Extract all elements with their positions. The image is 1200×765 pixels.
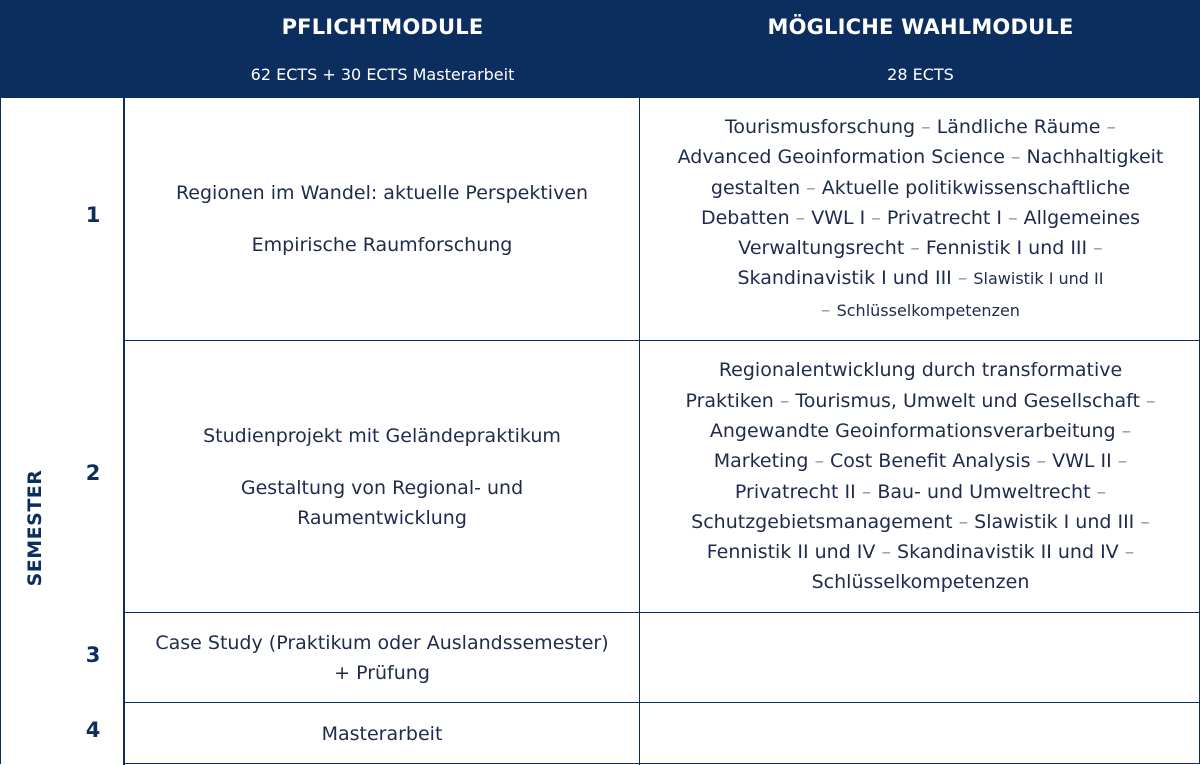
- wahl-module: Angewandte Geoinformationsverarbeitung: [709, 419, 1116, 442]
- pflicht-header: [125, 1, 640, 98]
- wahl-line: [710, 416, 1131, 446]
- wahl-line: [711, 173, 1130, 203]
- wahl-cell-3: [640, 613, 1200, 703]
- separator-dash: –: [789, 206, 812, 229]
- semester-number-4: 4: [85, 718, 101, 742]
- wahl-module: Schutzgebietsmanagement: [691, 510, 953, 533]
- pflicht-cell-2: [125, 341, 640, 613]
- wahl-module: VWL I: [811, 206, 866, 229]
- separator-dash: –: [1002, 206, 1024, 229]
- separator-dash: –: [1100, 115, 1117, 138]
- wahl-module: Bau- und Umweltrecht: [877, 480, 1091, 503]
- wahl-ects: 28 ECTS: [887, 65, 954, 84]
- wahl-line: [691, 507, 1150, 537]
- wahl-line: [725, 112, 1116, 142]
- separator-dash: –: [808, 450, 831, 473]
- separator-dash: –: [875, 541, 898, 564]
- wahl-module: Nachhaltigkeit: [1026, 146, 1164, 169]
- separator-dash: –: [915, 115, 937, 138]
- wahl-module: Praktiken: [685, 389, 774, 412]
- wahl-module: Aktuelle politikwissenschaftliche: [821, 176, 1131, 199]
- wahl-module: Tourismus, Umwelt und Gesellschaft: [795, 389, 1140, 412]
- pflicht-module: Case Study (Praktikum oder Auslandssemester): [155, 631, 609, 654]
- wahl-module: Marketing: [713, 450, 809, 473]
- separator-dash: –: [865, 206, 887, 229]
- wahl-module: Skandinavistik I und III: [737, 267, 952, 290]
- wahl-module: Cost Benefit Analysis: [830, 450, 1031, 473]
- wahl-module: Regionalentwicklung durch transformative: [718, 359, 1123, 382]
- separator-dash: –: [951, 267, 974, 290]
- wahl-line: [821, 295, 1020, 326]
- wahl-title: MÖGLICHE WAHLMODULE: [767, 15, 1074, 39]
- separator-dash: –: [1087, 237, 1103, 260]
- wahl-line: [685, 386, 1155, 416]
- wahl-module: Slawistik I und III: [974, 510, 1135, 533]
- wahl-module: Fennistik II und IV: [706, 541, 876, 564]
- semester-number-3: 3: [85, 643, 101, 667]
- wahl-module: Schlüsselkompetenzen: [811, 571, 1030, 594]
- pflicht-cell-4: [125, 703, 640, 765]
- wahl-module: Fennistik I und III: [925, 237, 1088, 260]
- pflicht-module: + Prüfung: [334, 661, 430, 684]
- separator-dash: –: [952, 510, 975, 533]
- separator-dash: –: [1004, 146, 1027, 169]
- wahl-line: [735, 477, 1106, 507]
- wahl-cell-2: [640, 341, 1200, 613]
- wahl-line: [812, 567, 1030, 597]
- wahl-module: Ländliche Räume: [936, 115, 1101, 138]
- wahl-module: Advanced Geoinformation Science: [677, 146, 1005, 169]
- wahl-module: Tourismusforschung: [724, 115, 916, 138]
- wahl-line: [719, 355, 1122, 385]
- separator-dash: –: [1134, 510, 1150, 533]
- semester-number-2: 2: [85, 461, 101, 485]
- pflicht-cell-3: [125, 613, 640, 703]
- pflicht-module: Gestaltung von Regional- und: [240, 476, 524, 499]
- pflicht-module: Masterarbeit: [321, 723, 443, 745]
- pflicht-module: Raumentwicklung: [297, 506, 467, 529]
- semester-column: [1, 98, 125, 765]
- semester-number-1: 1: [85, 203, 101, 227]
- pflicht-ects: 62 ECTS + 30 ECTS Masterarbeit: [250, 65, 515, 84]
- wahl-module: Skandinavistik II und IV: [897, 541, 1119, 564]
- wahl-cell-1: [640, 98, 1200, 341]
- header-corner: [1, 1, 125, 98]
- wahl-cell-4: [640, 703, 1200, 765]
- wahl-module: Slawistik I und II: [973, 269, 1104, 289]
- separator-dash: –: [904, 237, 926, 260]
- wahl-line: [701, 203, 1140, 233]
- separator-dash: –: [773, 389, 796, 412]
- wahl-module: Privatrecht II: [734, 480, 856, 503]
- wahl-header: [640, 1, 1200, 98]
- separator-dash: –: [1090, 480, 1107, 503]
- pflicht-module: Regionen im Wandel: aktuelle Perspektiven: [175, 182, 589, 204]
- pflicht-module: Empirische Raumforschung: [251, 234, 513, 256]
- wahl-line: [707, 537, 1134, 567]
- pflicht-module: Studienprojekt mit Geländepraktikum: [203, 424, 561, 447]
- wahl-module: Verwaltungsrecht: [738, 237, 905, 260]
- pflicht-title: PFLICHTMODULE: [281, 15, 484, 39]
- wahl-module: Schlüsselkompetenzen: [836, 300, 1020, 320]
- separator-dash: –: [1139, 389, 1156, 412]
- semester-label: SEMESTER: [24, 469, 46, 587]
- wahl-line: [738, 233, 1102, 263]
- wahl-module: Privatrecht I: [886, 206, 1003, 229]
- separator-dash: –: [821, 298, 837, 321]
- wahl-module: gestalten: [710, 176, 801, 199]
- separator-dash: –: [800, 176, 822, 199]
- separator-dash: –: [1030, 450, 1053, 473]
- wahl-module: Allgemeines: [1023, 206, 1141, 229]
- wahl-line: [738, 263, 1104, 294]
- pflicht-cell-1: [125, 98, 640, 341]
- wahl-module: VWL II: [1052, 450, 1112, 473]
- wahl-line: [678, 142, 1164, 172]
- separator-dash: –: [855, 480, 878, 503]
- separator-dash: –: [1115, 419, 1132, 442]
- wahl-line: [714, 446, 1128, 476]
- separator-dash: –: [1118, 541, 1135, 564]
- wahl-module: Debatten: [700, 206, 790, 229]
- separator-dash: –: [1111, 450, 1128, 473]
